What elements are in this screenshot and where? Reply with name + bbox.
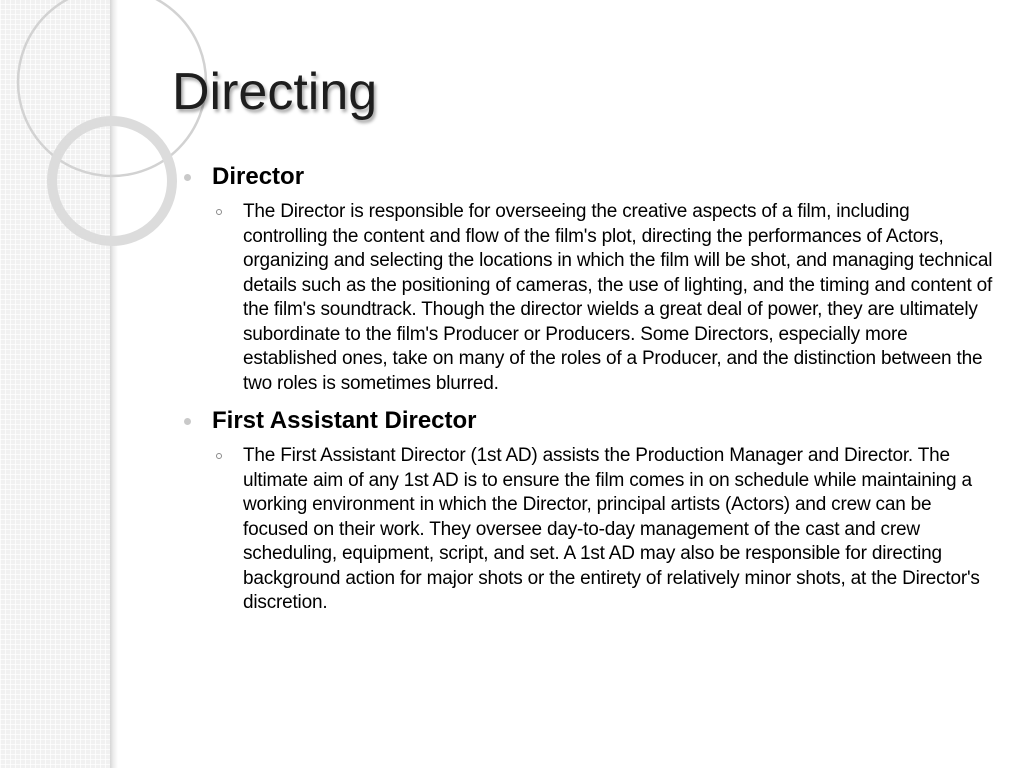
body-text: The First Assistant Director (1st AD) assists the Production Manager and Director. The ultimate aim of any 1st AD is to ensure the film comes in on schedule while maintaining a working environment in which the Director, principal artists (Actors) and crew can be focused on their work. They oversee day-to-day management of the cast and crew scheduling, equipment, script, and set. A 1st AD may also be responsible for directing background action for major shots or the entirety of relatively minor shots, at the Director's discretion. [243, 445, 980, 613]
heading-text: First Assistant Director [212, 407, 477, 434]
bullet-dot-icon [184, 174, 191, 181]
decorative-rings [0, 0, 140, 300]
bullet-body-first-assistant-director [184, 444, 996, 616]
body-text: The Director is responsible for overseeing the creative aspects of a film, including controlling the content and flow of the film's plot, directing the performances of Actors, organizing and selecting the locations in which the film will be shot, and managing technical details such as the positioning of cameras, the use of lighting, and the timing and content of the film's soundtrack. Though the director wields a great deal of power, they are ultimately subordinate to the film's Producer or Producers. Some Directors, especially more established ones, take on many of the roles of a Producer, and the distinction between the two roles is sometimes blurred. [243, 201, 993, 394]
slide-content [184, 160, 996, 624]
bullet-heading-director [184, 160, 996, 194]
bullet-heading-first-assistant-director [184, 404, 996, 438]
bullet-dot-icon [184, 418, 191, 425]
decorative-ring-small [52, 121, 172, 241]
bullet-ring-icon [216, 453, 222, 459]
bullet-ring-icon [216, 209, 222, 215]
slide-title: Directing [172, 63, 378, 121]
bullet-body-director [184, 200, 996, 396]
heading-text: Director [212, 163, 305, 190]
